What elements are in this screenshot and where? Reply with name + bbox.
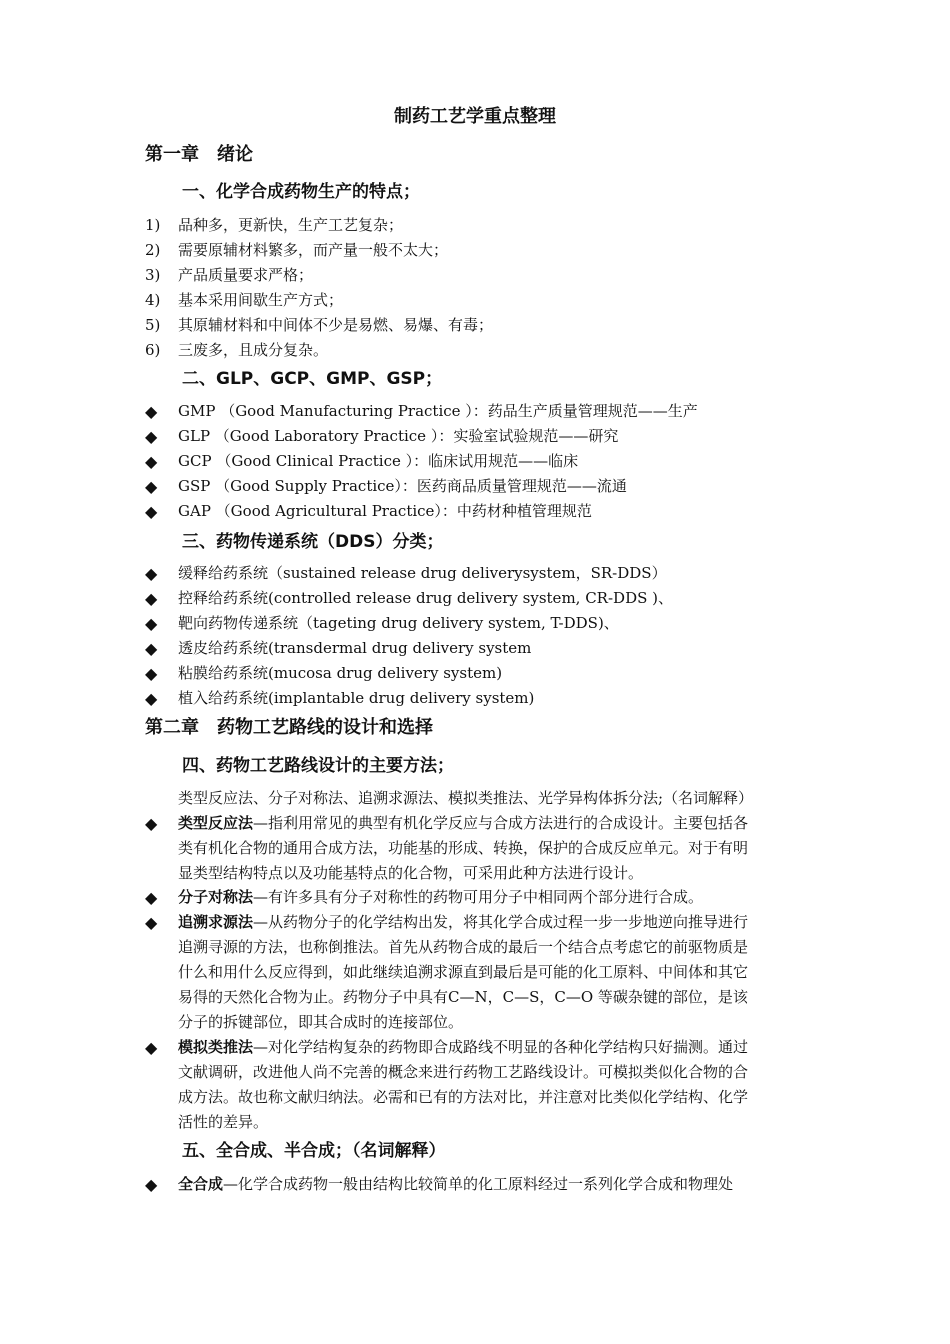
list-item — [145, 238, 825, 263]
item-text: 产品质量要求严格； — [178, 266, 314, 284]
item-text: 透皮给药系统(transdermal drug delivery system — [178, 639, 532, 657]
paragraph-line: 类型反应法、分子对称法、追溯求源法、模拟类推法、光学异构体拆分法;（名词解释） — [178, 789, 754, 807]
list-item — [145, 399, 825, 424]
item-number: 6) — [145, 341, 161, 359]
diamond-bullet-icon: ◆ — [145, 913, 158, 932]
item-text: 缓释给药系统（sustained release drug deliverysystem，SR-DDS） — [178, 564, 667, 582]
method-molecular-symmetry — [178, 885, 818, 910]
diamond-bullet-icon: ◆ — [145, 639, 158, 658]
diamond-bullet-icon: ◆ — [145, 614, 158, 633]
diamond-bullet-icon: ◆ — [145, 1038, 158, 1057]
diamond-bullet-icon: ◆ — [145, 589, 158, 608]
item-text: GSP （Good Supply Practice）：医药商品质量管理规范——流通 — [178, 477, 627, 495]
item-text: 品种多，更新快，生产工艺复杂； — [178, 216, 404, 234]
method-type-reaction — [178, 811, 818, 886]
list-item — [145, 424, 825, 449]
item-text: 基本采用间歇生产方式； — [178, 291, 344, 309]
item-text: 靶向药物传递系统（tageting drug delivery system, T-DDS)、 — [178, 614, 619, 632]
list-item — [145, 636, 825, 661]
item-text: 三废多，且成分复杂。 — [178, 341, 329, 359]
section-4-heading: 四、药物工艺路线设计的主要方法； — [182, 756, 454, 776]
paragraph-line: 显类型结构特点以及功能基特点的化合物，可采用此种方法进行设计。 — [178, 864, 644, 882]
item-text: GCP （Good Clinical Practice ）：临床试用规范——临床 — [178, 452, 579, 470]
diamond-bullet-icon: ◆ — [145, 427, 158, 446]
paragraph-line: 成方法。故也称文献归纳法。必需和已有的方法对比，并注意对比类似化学结构、化学 — [178, 1088, 749, 1106]
paragraph-text: —对化学结构复杂的药物即合成路线不明显的各种化学结构只好揣测。通过 — [253, 1038, 749, 1056]
methods-intro — [178, 786, 818, 811]
diamond-bullet-icon: ◆ — [145, 814, 158, 833]
term: 模拟类推法 — [178, 1038, 254, 1056]
item-number: 2) — [145, 241, 161, 259]
list-item — [145, 213, 825, 238]
list-item — [145, 686, 825, 711]
gxp-list — [145, 399, 825, 524]
item-number: 3) — [145, 266, 161, 284]
item-text: 粘膜给药系统(mucosa drug delivery system) — [178, 664, 503, 682]
list-item — [145, 449, 825, 474]
list-item — [145, 474, 825, 499]
document-title: 制药工艺学重点整理 — [394, 106, 556, 127]
item-text: 植入给药系统(implantable drug delivery system) — [178, 689, 535, 707]
paragraph-line: 文献调研，改进他人尚不完善的概念来进行药物工艺路线设计。可模拟类似化合物的合 — [178, 1063, 749, 1081]
section-2-heading: 二、GLP、GCP、GMP、GSP； — [182, 369, 443, 389]
item-text: GLP （Good Laboratory Practice ）：实验室试验规范——研究 — [178, 427, 619, 445]
section-3-heading: 三、药物传递系统（DDS）分类； — [182, 532, 444, 552]
chapter-2-heading: 第二章 药物工艺路线的设计和选择 — [145, 717, 433, 738]
list-item — [145, 661, 825, 686]
item-text: GMP （Good Manufacturing Practice ）：药品生产质量管理规范——生产 — [178, 402, 698, 420]
list-item — [145, 561, 825, 586]
paragraph-line: 活性的差异。 — [178, 1113, 269, 1131]
term: 追溯求源法 — [178, 913, 254, 931]
method-retrosynthesis — [178, 910, 818, 1035]
section-1-heading: 一、化学合成药物生产的特点； — [182, 182, 420, 202]
list-item — [145, 611, 825, 636]
item-text: 需要原辅材料繁多，而产量一般不太大； — [178, 241, 449, 259]
diamond-bullet-icon: ◆ — [145, 502, 158, 521]
diamond-bullet-icon: ◆ — [145, 564, 158, 583]
paragraph-text: —化学合成药物一般由结构比较简单的化工原料经过一系列化学合成和物理处 — [223, 1175, 734, 1193]
total-synthesis-definition — [178, 1172, 818, 1197]
paragraph-text: —有许多具有分子对称性的药物可用分子中相同两个部分进行合成。 — [253, 888, 704, 906]
diamond-bullet-icon: ◆ — [145, 888, 158, 907]
diamond-bullet-icon: ◆ — [145, 664, 158, 683]
list-item — [145, 499, 825, 524]
item-text: GAP （Good Agricultural Practice）：中药材种植管理规范 — [178, 502, 592, 520]
list-item — [145, 313, 825, 338]
diamond-bullet-icon: ◆ — [145, 402, 158, 421]
paragraph-text: —从药物分子的化学结构出发，将其化学合成过程一步一步地逆向推导进行 — [253, 913, 749, 931]
paragraph-line: 追溯寻源的方法，也称倒推法。首先从药物合成的最后一个结合点考虑它的前驱物质是 — [178, 938, 749, 956]
item-number: 5) — [145, 316, 161, 334]
paragraph-line: 类有机化合物的通用合成方法，功能基的形成、转换，保护的合成反应单元。对于有明 — [178, 839, 749, 857]
method-analogy — [178, 1035, 818, 1135]
paragraph-text: —指利用常见的典型有机化学反应与合成方法进行的合成设计。主要包括各 — [253, 814, 749, 832]
list-item — [145, 586, 825, 611]
chapter-1-heading: 第一章 绪论 — [145, 144, 253, 165]
paragraph-line: 分子的拆键部位，即其合成时的连接部位。 — [178, 1013, 464, 1031]
production-features-list — [145, 213, 825, 363]
item-number: 1) — [145, 216, 161, 234]
diamond-bullet-icon: ◆ — [145, 1175, 158, 1194]
diamond-bullet-icon: ◆ — [145, 452, 158, 471]
item-text: 其原辅材料和中间体不少是易燃、易爆、有毒； — [178, 316, 494, 334]
item-number: 4) — [145, 291, 161, 309]
section-5-heading: 五、全合成、半合成；（名词解释） — [182, 1141, 446, 1161]
term: 类型反应法 — [178, 814, 254, 832]
paragraph-line: 易得的天然化合物为止。药物分子中具有C—N，C—S，C—O 等碳杂键的部位，是该 — [178, 988, 748, 1006]
dds-list — [145, 561, 825, 711]
list-item — [145, 263, 825, 288]
term: 全合成 — [178, 1175, 224, 1193]
diamond-bullet-icon: ◆ — [145, 477, 158, 496]
item-text: 控释给药系统(controlled release drug delivery system, CR-DDS )、 — [178, 589, 673, 607]
paragraph-line: 什么和用什么反应得到，如此继续追溯求源直到最后是可能的化工原料、中间体和其它 — [178, 963, 749, 981]
list-item — [145, 288, 825, 313]
term: 分子对称法 — [178, 888, 254, 906]
list-item — [145, 338, 825, 363]
diamond-bullet-icon: ◆ — [145, 689, 158, 708]
